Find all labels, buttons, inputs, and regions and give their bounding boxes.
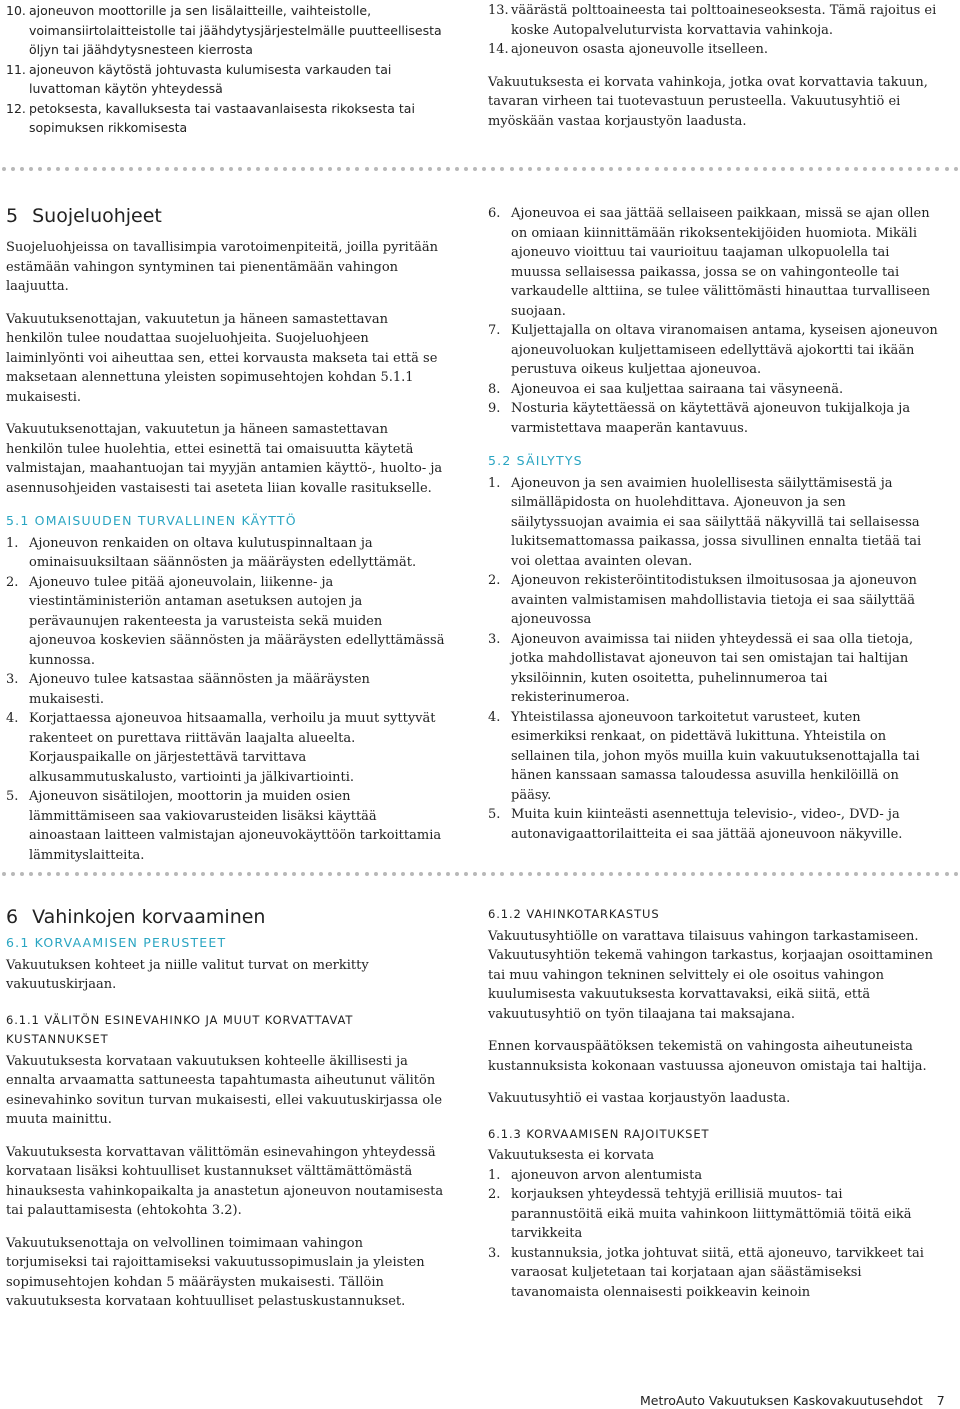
list-item: 14. ajoneuvon osasta ajoneuvolle itselleen. — [488, 42, 769, 57]
divider-dot — [908, 167, 912, 171]
divider-dot — [374, 872, 378, 876]
section-heading: 5 Suojeluohjeet — [6, 205, 162, 227]
divider-dot — [500, 167, 504, 171]
divider-dot — [645, 167, 649, 171]
divider-dot — [274, 872, 278, 876]
divider-dot — [47, 872, 51, 876]
divider-dot — [365, 167, 369, 171]
divider-dot — [528, 872, 532, 876]
divider-dot — [383, 167, 387, 171]
divider-dot — [102, 872, 106, 876]
divider-dot — [618, 872, 622, 876]
divider-dot — [65, 872, 69, 876]
divider-dot — [147, 167, 151, 171]
paragraph: Suojeluohjeissa on tavallisimpia varotoimenpiteitä, joilla pyritään estämään vahingon syntyminen tai pienentämään vahingon laajuutta. — [6, 240, 438, 294]
paragraph: Vakuutuksen kohteet ja niille valitut turvat on merkitty vakuutuskirjaan. — [6, 957, 369, 992]
divider-dot — [473, 872, 477, 876]
divider-dot — [38, 872, 42, 876]
divider-dot — [926, 872, 930, 876]
divider-dot — [129, 167, 133, 171]
divider-dot — [510, 872, 514, 876]
subsection-heading: 5.1 OMAISUUDEN TURVALLINEN KÄYTTÖ — [6, 513, 297, 528]
paragraph: Vakuutusyhtiö ei vastaa korjaustyön laadusta. — [488, 1091, 791, 1106]
divider-dot — [310, 167, 314, 171]
subsection-heading: 6.1 KORVAAMISEN PERUSTEET — [6, 935, 227, 950]
storage-list — [488, 474, 938, 845]
list-item: 1. Ajoneuvon ja sen avaimien huolellisesta säilyttämisestä ja silmälläpidosta on huolehdittava. Ajoneuvon ja sen säilytyssuojan avaimia ei saa säilyttää näkyvillä tai sellaisessa lukitsemattomassa paikassa, jossa sivullinen ennalta tietää tai voi olettaa avainten olevan. — [488, 475, 922, 569]
divider-dot — [156, 872, 160, 876]
paragraph: Vakuutuksesta korvattavan välittömän esinevahingon yhteydessä korvataan lisäksi kohtuulliset kustannukset välttämättömästä hinauksesta vahinkopaikalta ja anastetun ajoneuvon noutamisesta tai palauttamisesta (ehtokohta 3.2). — [6, 1144, 444, 1218]
divider-dot — [555, 167, 559, 171]
dotted-divider — [0, 167, 960, 173]
divider-dot — [238, 167, 242, 171]
divider-dot — [319, 872, 323, 876]
divider-dot — [401, 872, 405, 876]
divider-dot — [664, 872, 668, 876]
divider-dot — [482, 872, 486, 876]
divider-dot — [183, 872, 187, 876]
divider-dot — [890, 872, 894, 876]
divider-dot — [881, 167, 885, 171]
divider-dot — [401, 167, 405, 171]
divider-dot — [600, 872, 604, 876]
list-item: 3. kustannuksia, jotka johtuvat siitä, että ajoneuvo, tarvikkeet tai varaosat kuljetetaan tai korjataan ajan säästämiseksi tavanomaista olennaisesti poikkeavin keinoin — [488, 1245, 924, 1300]
divider-dot — [627, 167, 631, 171]
divider-dot — [790, 872, 794, 876]
divider-dot — [201, 167, 205, 171]
divider-dot — [374, 167, 378, 171]
divider-dot — [428, 872, 432, 876]
divider-dot — [582, 167, 586, 171]
divider-dot — [709, 167, 713, 171]
divider-dot — [84, 167, 88, 171]
divider-dot — [917, 872, 921, 876]
divider-dot — [75, 167, 79, 171]
divider-dot — [736, 872, 740, 876]
divider-dot — [165, 872, 169, 876]
divider-dot — [863, 167, 867, 171]
divider-dot — [138, 167, 142, 171]
divider-dot — [546, 167, 550, 171]
divider-dot — [75, 872, 79, 876]
page-footer — [640, 1393, 945, 1408]
divider-dot — [328, 872, 332, 876]
divider-dot — [346, 167, 350, 171]
list-item: 3. Ajoneuvon avaimissa tai niiden yhteydessä ei saa olla tietoja, jotka mahdollistavat ajoneuvon tai sen omistajan tai haltijan yksilöinnin, kuten osoitetta, puhelinnumeroa tai rekisterinumeroa. — [488, 631, 914, 705]
list-item: 5. Muita kuin kiinteästi asennettuja televisio-, video-, DVD- ja autonavigaattorilaitteita ei saa jättää ajoneuvoon näkyville. — [488, 807, 903, 842]
divider-dot — [38, 167, 42, 171]
divider-dot — [591, 167, 595, 171]
divider-dot — [727, 872, 731, 876]
divider-dot — [20, 872, 24, 876]
divider-dot — [899, 872, 903, 876]
paragraph: Vakuutuksesta korvataan vakuutuksen kohteelle äkillisesti ja ennalta arvaamatta sattuneesta tapahtumasta aiheutunut välitön esinevahinko sovitun turvan mukaisesti, ellei vakuutuskirjassa ole muuta mainittu. — [6, 1053, 443, 1127]
divider-dot — [473, 167, 477, 171]
divider-dot — [908, 872, 912, 876]
divider-dot — [111, 167, 115, 171]
divider-dot — [120, 167, 124, 171]
section-6-left-column — [6, 905, 446, 1325]
divider-dot — [845, 167, 849, 171]
divider-dot — [709, 872, 713, 876]
divider-dot — [745, 167, 749, 171]
document-title: MetroAuto Vakuutuksen Kaskovakuutusehdot — [640, 1393, 923, 1408]
divider-dot — [827, 167, 831, 171]
divider-dot — [727, 167, 731, 171]
divider-dot — [229, 167, 233, 171]
divider-dot — [283, 872, 287, 876]
divider-dot — [383, 872, 387, 876]
divider-dot — [519, 872, 523, 876]
divider-dot — [247, 167, 251, 171]
divider-dot — [2, 872, 6, 876]
section-6-right-column — [488, 905, 938, 1315]
divider-dot — [437, 872, 441, 876]
section-5-right-column — [488, 204, 938, 857]
divider-dot — [800, 872, 804, 876]
divider-dot — [174, 872, 178, 876]
divider-dot — [292, 167, 296, 171]
divider-dot — [337, 872, 341, 876]
divider-dot — [129, 872, 133, 876]
divider-dot — [537, 167, 541, 171]
list-item: 8. Ajoneuvoa ei saa kuljettaa sairaana tai väsyneenä. — [488, 381, 844, 397]
paragraph: Ennen korvauspäätöksen tekemistä on vahingosta aiheutuneista kustannuksista kokonaan vastuussa ajoneuvon omistaja tai haltija. — [488, 1039, 927, 1074]
divider-dot — [664, 167, 668, 171]
divider-dot — [854, 167, 858, 171]
divider-dot — [655, 167, 659, 171]
divider-dot — [809, 872, 813, 876]
divider-dot — [809, 167, 813, 171]
list-item: 1. Ajoneuvon renkaiden on oltava kulutuspinnaltaan ja ominaisuuksiltaan säännösten ja määräysten edellyttämät. — [6, 535, 417, 570]
divider-dot — [455, 872, 459, 876]
divider-dot — [301, 167, 305, 171]
divider-dot — [410, 872, 414, 876]
divider-dot — [519, 167, 523, 171]
list-item: 4. Yhteistilassa ajoneuvoon tarkoitetut varusteet, kuten esimerkiksi renkaat, on pidettävä lukittuna. Yhteistila on sellainen tila, johon myös muilla kuin vakuutuksenottajalla tai hänen kanssaan samassa taloudessa asuvilla henkilöillä on pääsy. — [488, 709, 920, 803]
divider-dot — [111, 872, 115, 876]
divider-dot — [945, 167, 949, 171]
divider-dot — [455, 167, 459, 171]
divider-dot — [102, 167, 106, 171]
divider-dot — [537, 872, 541, 876]
safe-use-list-cont — [488, 204, 938, 438]
list-item: 2. korjauksen yhteydessä tehtyjä erillisiä muutos- tai parannustöitä eikä muita vahinkoon liittymättömiä töitä eikä tarvikkeita — [488, 1187, 912, 1241]
divider-dot — [328, 167, 332, 171]
divider-dot — [627, 872, 631, 876]
divider-dot — [93, 872, 97, 876]
divider-dot — [691, 872, 695, 876]
divider-dot — [47, 167, 51, 171]
divider-dot — [899, 167, 903, 171]
divider-dot — [464, 167, 468, 171]
top-right-column — [488, 1, 938, 144]
paragraph: Vakuutuksesta ei korvata — [488, 1148, 655, 1163]
warranty-exclusion-paragraph: Vakuutuksesta ei korvata vahinkoja, jotka ovat korvattavia takuun, tavaran virheen tai tuotevastuun perusteella. Vakuutusyhtiö ei myöskään vastaa korjaustyön laadusta. — [488, 74, 928, 129]
divider-dot — [573, 167, 577, 171]
divider-dot — [56, 167, 60, 171]
divider-dot — [673, 167, 677, 171]
list-item: 2. Ajoneuvon rekisteröintitodistuksen ilmoitusosaa ja ajoneuvon avainten valmistamisen mahdollistavia tietoja ei saa säilyttää ajoneuvossa — [488, 573, 917, 627]
divider-dot — [935, 872, 939, 876]
divider-dot — [310, 872, 314, 876]
divider-dot — [917, 167, 921, 171]
divider-dot — [682, 167, 686, 171]
divider-dot — [56, 872, 60, 876]
divider-dot — [845, 872, 849, 876]
divider-dot — [754, 167, 758, 171]
divider-dot — [283, 167, 287, 171]
page-number: 7 — [936, 1393, 945, 1408]
divider-dot — [945, 872, 949, 876]
divider-dot — [20, 167, 24, 171]
divider-dot — [800, 167, 804, 171]
divider-dot — [591, 872, 595, 876]
divider-dot — [745, 872, 749, 876]
divider-dot — [247, 872, 251, 876]
divider-dot — [491, 872, 495, 876]
divider-dot — [872, 167, 876, 171]
divider-dot — [392, 872, 396, 876]
divider-dot — [265, 167, 269, 171]
divider-dot — [510, 167, 514, 171]
top-left-column — [6, 1, 446, 151]
divider-dot — [836, 167, 840, 171]
divider-dot — [138, 872, 142, 876]
divider-dot — [446, 167, 450, 171]
divider-dot — [573, 872, 577, 876]
divider-dot — [854, 872, 858, 876]
divider-dot — [337, 167, 341, 171]
divider-dot — [781, 167, 785, 171]
divider-dot — [818, 167, 822, 171]
list-item: 5. Ajoneuvon sisätilojen, moottorin ja muiden osien lämmittämiseen saa vakiovarusteiden lisäksi käyttää ainoastaan laitteen valmistajan ajoneuvokäyttöön tarkoittamia lämmityslaitteita. — [6, 789, 442, 863]
limitations-list — [488, 1166, 938, 1303]
divider-dot — [256, 872, 260, 876]
list-item: 4. Korjattaessa ajoneuvoa hitsaamalla, verhoilu ja muut syttyvät rakenteet on purettava riittävän laajalta alueelta. Korjauspaikalle on järjestettävä tarvittava alkusammutuskalusto, vartiointi ja jälkivartiointi. — [6, 711, 436, 785]
divider-dot — [292, 872, 296, 876]
list-item: 1. ajoneuvon arvon alentumista — [488, 1167, 703, 1183]
divider-dot — [229, 872, 233, 876]
divider-dot — [29, 872, 33, 876]
divider-dot — [437, 167, 441, 171]
divider-dot — [609, 167, 613, 171]
divider-dot — [183, 167, 187, 171]
divider-dot — [220, 167, 224, 171]
divider-dot — [645, 872, 649, 876]
divider-dot — [636, 872, 640, 876]
divider-dot — [836, 872, 840, 876]
divider-dot — [84, 872, 88, 876]
divider-dot — [718, 872, 722, 876]
divider-dot — [500, 872, 504, 876]
divider-dot — [682, 872, 686, 876]
divider-dot — [781, 872, 785, 876]
divider-dot — [691, 167, 695, 171]
divider-dot — [718, 167, 722, 171]
divider-dot — [790, 167, 794, 171]
divider-dot — [772, 167, 776, 171]
subsubsection-heading: 6.1.2 VAHINKOTARKASTUS — [488, 907, 660, 921]
exclusion-list-cont — [6, 1, 446, 138]
divider-dot — [954, 872, 958, 876]
divider-dot — [736, 167, 740, 171]
divider-dot — [772, 872, 776, 876]
divider-dot — [156, 167, 160, 171]
paragraph: Vakuutuksenottajan, vakuutetun ja häneen samastettavan henkilön tulee huolehtia, ettei esinettä tai omaisuutta käytetä valmistajan, maahantuojan tai myyjän antamien käyttö-, huolto- ja asennusohjeiden vastaisesti tai aseteta liian kovalle rasitukselle. — [6, 422, 443, 496]
dotted-divider — [0, 872, 960, 878]
list-item: 10. ajoneuvon moottorille ja sen lisälaitteille, vaihteistolle, voimansiirtolaitteistolle tai jäähdytysjärjestelmälle puutteellisesta öljyn tai jäähdytysnesteen kierrosta — [6, 3, 442, 57]
list-item: 3. Ajoneuvo tulee katsastaa säännösten ja määräysten mukaisesti. — [6, 672, 370, 707]
divider-dot — [192, 167, 196, 171]
divider-dot — [881, 872, 885, 876]
divider-dot — [346, 872, 350, 876]
divider-dot — [220, 872, 224, 876]
divider-dot — [419, 872, 423, 876]
divider-dot — [120, 872, 124, 876]
divider-dot — [890, 167, 894, 171]
divider-dot — [700, 872, 704, 876]
paragraph: Vakuutusyhtiölle on varattava tilaisuus vahingon tarkastamiseen. Vakuutusyhtiön tekemä vahingon tarkastus, korjaajan osoittaminen tai muu vahingon tekninen selvittely ei ole osoitus vahingon kuulumisesta vakuutuksesta korvattavaksi, eikä siitä, että vakuutusyhtiö on työn tilaajana tai maksajana. — [488, 928, 933, 1022]
divider-dot — [827, 872, 831, 876]
divider-dot — [636, 167, 640, 171]
divider-dot — [564, 872, 568, 876]
divider-dot — [446, 872, 450, 876]
divider-dot — [392, 167, 396, 171]
divider-dot — [673, 872, 677, 876]
divider-dot — [926, 167, 930, 171]
divider-dot — [238, 872, 242, 876]
list-item: 12. petoksesta, kavalluksesta tai vastaavanlaisesta rikoksesta tai sopimuksen rikkomisesta — [6, 100, 415, 135]
divider-dot — [210, 167, 214, 171]
divider-dot — [201, 872, 205, 876]
divider-dot — [355, 872, 359, 876]
list-item: 13. väärästä polttoaineesta tai polttoaineseoksesta. Tämä rajoitus ei koske Autopalveluturvista korvattavia vahinkoja. — [488, 3, 937, 38]
divider-dot — [655, 872, 659, 876]
section-5-left-column — [6, 204, 446, 878]
divider-dot — [872, 872, 876, 876]
divider-dot — [11, 872, 15, 876]
divider-dot — [65, 167, 69, 171]
divider-dot — [319, 167, 323, 171]
divider-dot — [365, 872, 369, 876]
paragraph: Vakuutuksenottajan, vakuutetun ja häneen samastettavan henkilön tulee noudattaa suojeluohjeita. Suojeluohjeen laiminlyönti voi aiheuttaa sen, ettei korvausta makseta tai että se maksetaan alennettuna yleisten sopimusehtojen kohdan 5.1.1 mukaisesti. — [6, 311, 438, 405]
divider-dot — [301, 872, 305, 876]
divider-dot — [174, 167, 178, 171]
divider-dot — [754, 872, 758, 876]
divider-dot — [482, 167, 486, 171]
divider-dot — [618, 167, 622, 171]
divider-dot — [428, 167, 432, 171]
divider-dot — [564, 167, 568, 171]
divider-dot — [935, 167, 939, 171]
exclusion-list-end — [488, 1, 938, 60]
divider-dot — [274, 167, 278, 171]
divider-dot — [464, 872, 468, 876]
divider-dot — [192, 872, 196, 876]
divider-dot — [355, 167, 359, 171]
subsubsection-heading: 6.1.1 VÄLITÖN ESINEVAHINKO JA MUUT KORVATTAVAT KUSTANNUKSET — [6, 1012, 354, 1046]
divider-dot — [165, 167, 169, 171]
list-item: 9. Nosturia käytettäessä on käytettävä ajoneuvon tukijalkoja ja varmistettava maaperän kantavuus. — [488, 401, 911, 436]
divider-dot — [410, 167, 414, 171]
divider-dot — [763, 167, 767, 171]
divider-dot — [11, 167, 15, 171]
divider-dot — [210, 872, 214, 876]
divider-dot — [555, 872, 559, 876]
divider-dot — [2, 167, 6, 171]
divider-dot — [491, 167, 495, 171]
divider-dot — [700, 167, 704, 171]
divider-dot — [93, 167, 97, 171]
divider-dot — [863, 872, 867, 876]
divider-dot — [147, 872, 151, 876]
divider-dot — [265, 872, 269, 876]
divider-dot — [582, 872, 586, 876]
divider-dot — [528, 167, 532, 171]
divider-dot — [256, 167, 260, 171]
divider-dot — [763, 872, 767, 876]
divider-dot — [546, 872, 550, 876]
paragraph: Vakuutuksenottaja on velvollinen toimimaan vahingon torjumiseksi tai rajoittamiseksi vakuutussopimuslain ja yleisten sopimusehtojen kohdan 5 määräysten mukaisesti. Tällöin vakuutuksesta korvataan kohtuulliset pelastuskustannukset. — [6, 1235, 425, 1309]
divider-dot — [600, 167, 604, 171]
divider-dot — [954, 167, 958, 171]
subsection-heading: 5.2 SÄILYTYS — [488, 453, 583, 468]
safe-use-list — [6, 534, 446, 866]
divider-dot — [29, 167, 33, 171]
divider-dot — [609, 872, 613, 876]
section-heading: 6 Vahinkojen korvaaminen — [6, 906, 266, 928]
list-item: 6. Ajoneuvoa ei saa jättää sellaiseen paikkaan, missä se ajan ollen on omiaan kiinnittämään rikoksentekijöiden huomiota. Mikäli ajoneuvo vioittuu tai vaurioituu taajaman ulkopuolella tai muussa sellaisessa paikassa, jossa se on vahingonteolle tai varkaudelle alttiina, se tulee välittömästi hinauttaa turvalliseen suojaan. — [488, 206, 931, 319]
list-item: 11. ajoneuvon käytöstä johtuvasta kulumisesta varkauden tai luvattoman käytön yhteydessä — [6, 61, 392, 96]
list-item: 7. Kuljettajalla on oltava viranomaisen antama, kyseisen ajoneuvon ajoneuvoluokan kuljettamiseen edellyttävä ajokortti tai ikään perustuva oikeus kuljettaa ajoneuvoa. — [488, 323, 938, 377]
divider-dot — [419, 167, 423, 171]
subsubsection-heading: 6.1.3 KORVAAMISEN RAJOITUKSET — [488, 1126, 710, 1141]
list-item: 2. Ajoneuvo tulee pitää ajoneuvolain, liikenne- ja viestintäministeriön antaman asetuksen autojen ja perävaunujen rakenteesta ja varusteista sekä muiden ajoneuvoa koskevien säännösten ja määräysten edellyttämässä kunnossa. — [6, 574, 445, 668]
divider-dot — [818, 872, 822, 876]
